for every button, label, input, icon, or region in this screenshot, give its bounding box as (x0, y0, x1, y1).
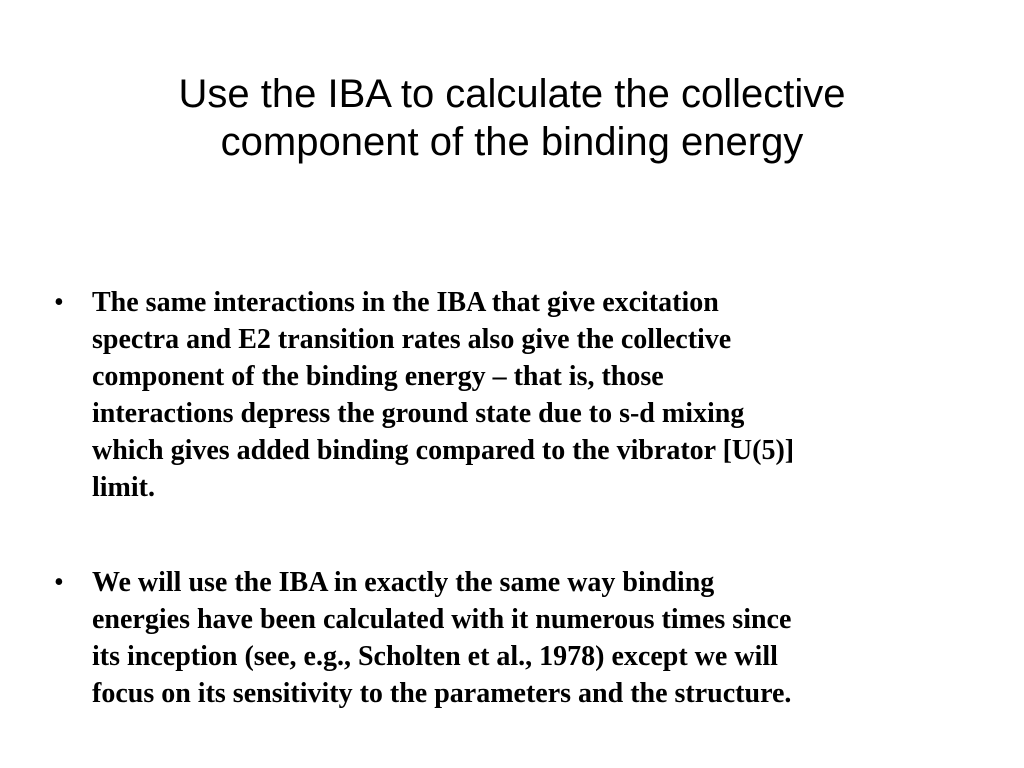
bullet-list (54, 284, 969, 712)
bullet-text-line: interactions depress the ground state due to s-d mixing (92, 398, 745, 429)
bullet-text-line: focus on its sensitivity to the parameters and the structure. (92, 678, 792, 709)
bullet-item (54, 284, 969, 506)
slide-title-line: component of the binding energy (220, 120, 804, 164)
bullet-text-line: spectra and E2 transition rates also give the collective (92, 324, 732, 355)
bullet-text-line: The same interactions in the IBA that give excitation (92, 287, 719, 318)
slide-title-line: Use the IBA to calculate the collective (178, 72, 846, 116)
bullet-text-line: limit. (92, 472, 155, 503)
bullet-text-line: its inception (see, e.g., Scholten et al., 1978) except we will (92, 641, 778, 672)
bullet-item (54, 564, 969, 712)
bullet-text-line: energies have been calculated with it numerous times since (92, 604, 792, 635)
bullet-text-line: We will use the IBA in exactly the same way binding (92, 567, 715, 598)
bullet-text-line: component of the binding energy – that is, those (92, 361, 664, 392)
bullet-marker: • (54, 567, 64, 598)
bullet-text-line: which gives added binding compared to the vibrator [U(5)] (92, 435, 795, 466)
bullet-marker: • (54, 287, 64, 318)
slide-title (40, 70, 984, 166)
